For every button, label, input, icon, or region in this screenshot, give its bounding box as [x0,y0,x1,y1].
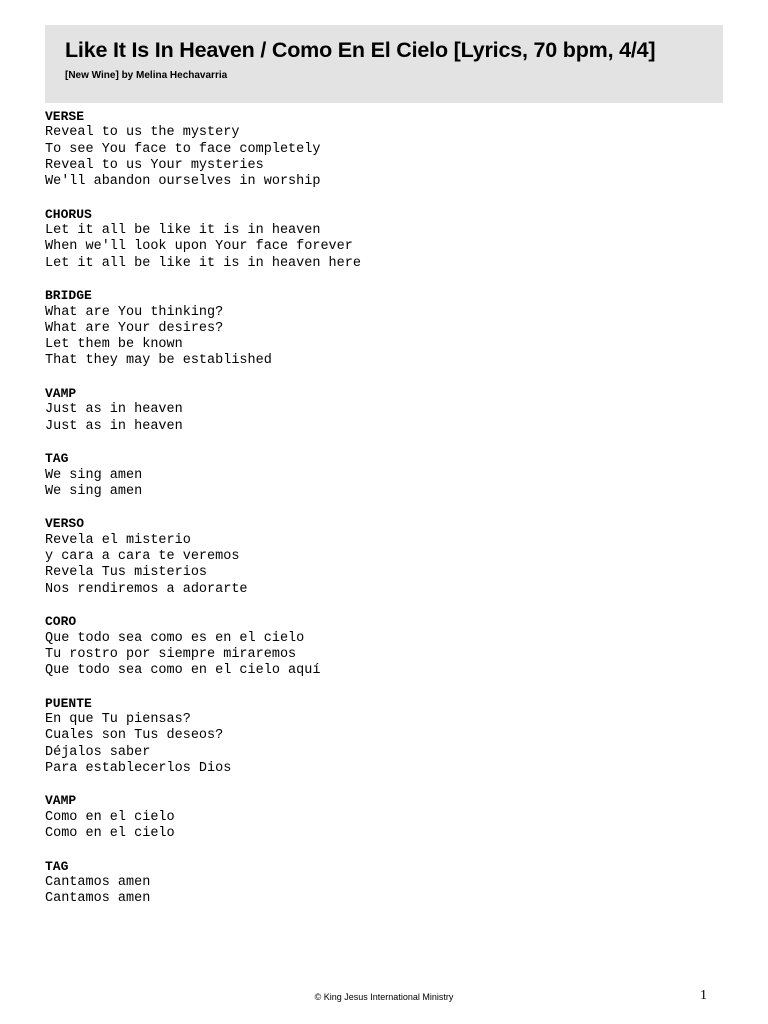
lyric-line: Cantamos amen [45,874,151,890]
lyric-line: Let it all be like it is in heaven here [45,255,361,271]
lyric-line: Cuales son Tus deseos? [45,728,224,744]
lyric-line: Como en el cielo [45,809,175,825]
lyric-section-bridge [45,288,725,369]
lyric-line: Let them be known [45,337,183,353]
lyric-section-coro [45,614,725,679]
lyric-line: We'll abandon ourselves in worship [45,174,321,190]
section-label: VERSE [45,109,85,124]
lyric-line: Cantamos amen [45,891,151,907]
lyric-line: When we'll look upon Your face forever [45,239,353,255]
lyrics-body [45,109,725,924]
lyric-line: Nos rendiremos a adorarte [45,581,248,597]
lyric-line: We sing amen [45,483,143,499]
lyric-line: Para establecerlos Dios [45,760,232,776]
lyric-section-tag [45,451,725,500]
lyric-line: What are Your desires? [45,320,224,336]
lyric-line: To see You face to face completely [45,141,321,157]
copyright-notice: © King Jesus International Ministry [314,992,454,1002]
section-label: CHORUS [45,206,92,222]
lyric-line: We sing amen [45,467,143,483]
section-label: BRIDGE [45,288,92,304]
lyric-section-verse [45,109,725,190]
lyric-line: Reveal to us the mystery [45,125,240,141]
section-label: CORO [45,614,77,630]
lyric-line: Just as in heaven [45,418,183,434]
lyric-line: En que Tu piensas? [45,711,191,727]
lyric-line: That they may be established [45,353,272,369]
lyric-line: What are You thinking? [45,304,224,320]
page-number: 1 [700,988,707,1003]
lyric-line: Revela el misterio [45,532,191,548]
section-label: VAMP [45,386,77,402]
lyric-section-vamp [45,386,725,435]
lyric-line: Reveal to us Your mysteries [45,157,264,173]
lyric-line: y cara a cara te veremos [45,549,240,565]
lyric-section-puente [45,696,725,777]
lyric-line: Tu rostro por siempre miraremos [45,646,297,662]
lyric-section-verso [45,516,725,597]
section-label: VAMP [45,793,77,809]
lyric-line: Revela Tus misterios [45,565,208,581]
section-label: TAG [45,858,69,874]
lyric-line: Que todo sea como en el cielo aquí [45,663,321,679]
song-credit: [New Wine] by Melina Hechavarria [65,70,228,81]
document-header [45,25,723,103]
lyric-section-tag [45,859,725,908]
lyric-line: Como en el cielo [45,826,175,842]
lyric-section-vamp [45,793,725,842]
lyric-section-chorus [45,207,725,272]
section-label: TAG [45,451,69,467]
lyric-line: Just as in heaven [45,402,183,418]
lyric-line: Que todo sea como es en el cielo [45,630,305,646]
lyric-line: Déjalos saber [45,744,151,760]
song-title: Like It Is In Heaven / Como En El Cielo [Lyrics, 70 bpm, 4/4] [65,38,656,62]
section-label: VERSO [45,516,85,532]
lyric-line: Let it all be like it is in heaven [45,223,321,239]
section-label: PUENTE [45,695,92,711]
